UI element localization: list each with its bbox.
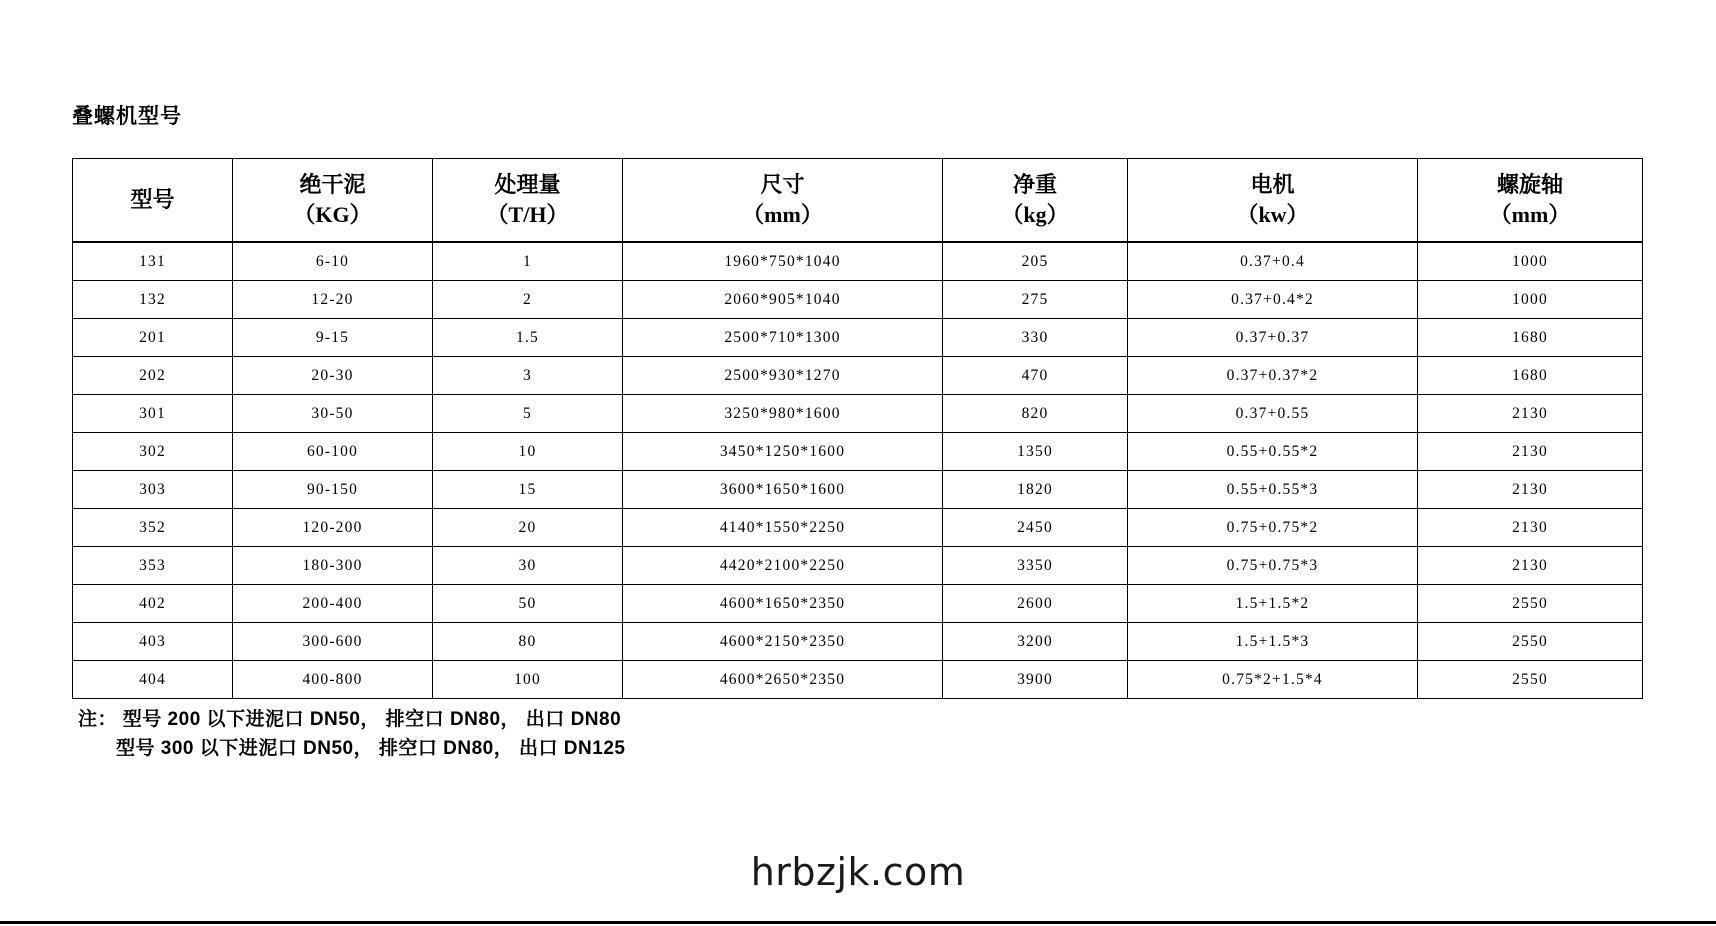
table-row — [73, 585, 1643, 623]
cell-dimension: 4420*2100*2250 — [623, 547, 943, 585]
table-row — [73, 661, 1643, 699]
cell-shaft: 2130 — [1418, 471, 1643, 509]
cell-capacity: 15 — [433, 471, 623, 509]
cell-capacity: 30 — [433, 547, 623, 585]
table-row — [73, 395, 1643, 433]
column-header-model-line1: 型号 — [130, 187, 175, 213]
cell-capacity: 80 — [433, 623, 623, 661]
cell-dry: 30-50 — [233, 395, 433, 433]
cell-model: 301 — [73, 395, 233, 433]
column-header-weight-line2: （kg） — [1001, 202, 1069, 227]
cell-dry: 20-30 — [233, 357, 433, 395]
cell-dry: 200-400 — [233, 585, 433, 623]
note-line-1: 注： 型号 200 以下进泥口 DN50， 排空口 DN80， 出口 DN80 — [78, 709, 622, 730]
cell-dimension: 4600*1650*2350 — [623, 585, 943, 623]
cell-model: 201 — [73, 319, 233, 357]
page-title: 叠螺机型号 — [72, 105, 182, 128]
cell-dimension: 3450*1250*1600 — [623, 433, 943, 471]
cell-motor: 0.37+0.4 — [1128, 242, 1418, 281]
table-header-row — [73, 159, 1643, 243]
cell-model: 131 — [73, 242, 233, 281]
cell-weight: 470 — [943, 357, 1128, 395]
cell-capacity: 20 — [433, 509, 623, 547]
cell-motor: 0.75*2+1.5*4 — [1128, 661, 1418, 699]
column-header-shaft — [1418, 159, 1643, 243]
cell-weight: 3900 — [943, 661, 1128, 699]
cell-dimension: 1960*750*1040 — [623, 242, 943, 281]
column-header-shaft-line2: （mm） — [1489, 202, 1571, 227]
cell-dimension: 3250*980*1600 — [623, 395, 943, 433]
cell-dimension: 2500*930*1270 — [623, 357, 943, 395]
cell-dimension: 2060*905*1040 — [623, 281, 943, 319]
column-header-dimension-line1: 尺寸 — [760, 172, 805, 198]
cell-dry: 12-20 — [233, 281, 433, 319]
cell-dry: 120-200 — [233, 509, 433, 547]
cell-capacity: 2 — [433, 281, 623, 319]
cell-motor: 0.37+0.55 — [1128, 395, 1418, 433]
cell-weight: 275 — [943, 281, 1128, 319]
cell-capacity: 5 — [433, 395, 623, 433]
cell-weight: 2450 — [943, 509, 1128, 547]
table-row — [73, 242, 1643, 281]
table-row — [73, 547, 1643, 585]
cell-shaft: 2130 — [1418, 433, 1643, 471]
column-header-capacity — [433, 159, 623, 243]
cell-motor: 0.37+0.4*2 — [1128, 281, 1418, 319]
cell-motor: 0.75+0.75*2 — [1128, 509, 1418, 547]
cell-weight: 205 — [943, 242, 1128, 281]
cell-dimension: 4600*2650*2350 — [623, 661, 943, 699]
watermark-text: hrbzjk.com — [750, 850, 966, 894]
cell-model: 202 — [73, 357, 233, 395]
cell-model: 402 — [73, 585, 233, 623]
table-row — [73, 357, 1643, 395]
cell-weight: 330 — [943, 319, 1128, 357]
cell-model: 353 — [73, 547, 233, 585]
cell-weight: 2600 — [943, 585, 1128, 623]
column-header-weight — [943, 159, 1128, 243]
column-header-capacity-line1: 处理量 — [494, 172, 561, 198]
cell-weight: 1820 — [943, 471, 1128, 509]
cell-shaft: 2130 — [1418, 547, 1643, 585]
table-row — [73, 319, 1643, 357]
cell-shaft: 1680 — [1418, 319, 1643, 357]
column-header-motor-line1: 电机 — [1250, 172, 1295, 198]
cell-shaft: 2550 — [1418, 585, 1643, 623]
cell-model: 404 — [73, 661, 233, 699]
table-body — [73, 242, 1643, 699]
table-row — [73, 281, 1643, 319]
cell-weight: 820 — [943, 395, 1128, 433]
cell-model: 352 — [73, 509, 233, 547]
cell-weight: 3200 — [943, 623, 1128, 661]
cell-motor: 0.37+0.37 — [1128, 319, 1418, 357]
cell-capacity: 100 — [433, 661, 623, 699]
cell-capacity: 1 — [433, 242, 623, 281]
column-header-motor-line2: （kw） — [1236, 202, 1309, 227]
cell-shaft: 1680 — [1418, 357, 1643, 395]
table-row — [73, 623, 1643, 661]
column-header-weight-line1: 净重 — [1012, 172, 1057, 198]
column-header-shaft-line1: 螺旋轴 — [1496, 172, 1563, 198]
column-header-dry-sludge-line2: （KG） — [293, 202, 372, 227]
cell-dry: 300-600 — [233, 623, 433, 661]
cell-weight: 3350 — [943, 547, 1128, 585]
cell-motor: 1.5+1.5*3 — [1128, 623, 1418, 661]
cell-capacity: 3 — [433, 357, 623, 395]
cell-shaft: 1000 — [1418, 281, 1643, 319]
cell-dry: 400-800 — [233, 661, 433, 699]
cell-dry: 180-300 — [233, 547, 433, 585]
cell-dry: 60-100 — [233, 433, 433, 471]
note-line-2: 型号 300 以下进泥口 DN50， 排空口 DN80， 出口 DN125 — [116, 738, 626, 760]
cell-capacity: 50 — [433, 585, 623, 623]
cell-shaft: 2130 — [1418, 509, 1643, 547]
cell-motor: 0.37+0.37*2 — [1128, 357, 1418, 395]
cell-dry: 6-10 — [233, 242, 433, 281]
cell-motor: 1.5+1.5*2 — [1128, 585, 1418, 623]
table-row — [73, 471, 1643, 509]
spec-table-container — [72, 158, 1642, 699]
cell-shaft: 1000 — [1418, 242, 1643, 281]
column-header-capacity-line2: （T/H） — [486, 202, 569, 227]
cell-weight: 1350 — [943, 433, 1128, 471]
cell-model: 403 — [73, 623, 233, 661]
cell-dimension: 3600*1650*1600 — [623, 471, 943, 509]
cell-dry: 9-15 — [233, 319, 433, 357]
notes-block — [78, 705, 625, 764]
table-row — [73, 509, 1643, 547]
cell-shaft: 2550 — [1418, 623, 1643, 661]
cell-dimension: 4600*2150*2350 — [623, 623, 943, 661]
bottom-divider — [0, 921, 1716, 924]
column-header-motor — [1128, 159, 1418, 243]
column-header-dimension-line2: （mm） — [742, 202, 823, 227]
cell-capacity: 10 — [433, 433, 623, 471]
table-row — [73, 433, 1643, 471]
column-header-dry-sludge — [233, 159, 433, 243]
column-header-model — [73, 159, 233, 243]
cell-capacity: 1.5 — [433, 319, 623, 357]
cell-dimension: 4140*1550*2250 — [623, 509, 943, 547]
cell-model: 132 — [73, 281, 233, 319]
cell-motor: 0.55+0.55*2 — [1128, 433, 1418, 471]
cell-shaft: 2130 — [1418, 395, 1643, 433]
column-header-dry-sludge-line1: 绝干泥 — [299, 172, 366, 198]
table-header — [73, 159, 1643, 243]
cell-dry: 90-150 — [233, 471, 433, 509]
cell-motor: 0.75+0.75*3 — [1128, 547, 1418, 585]
cell-dimension: 2500*710*1300 — [623, 319, 943, 357]
cell-motor: 0.55+0.55*3 — [1128, 471, 1418, 509]
column-header-dimension — [623, 159, 943, 243]
spec-table — [72, 158, 1643, 699]
cell-model: 303 — [73, 471, 233, 509]
cell-model: 302 — [73, 433, 233, 471]
cell-shaft: 2550 — [1418, 661, 1643, 699]
